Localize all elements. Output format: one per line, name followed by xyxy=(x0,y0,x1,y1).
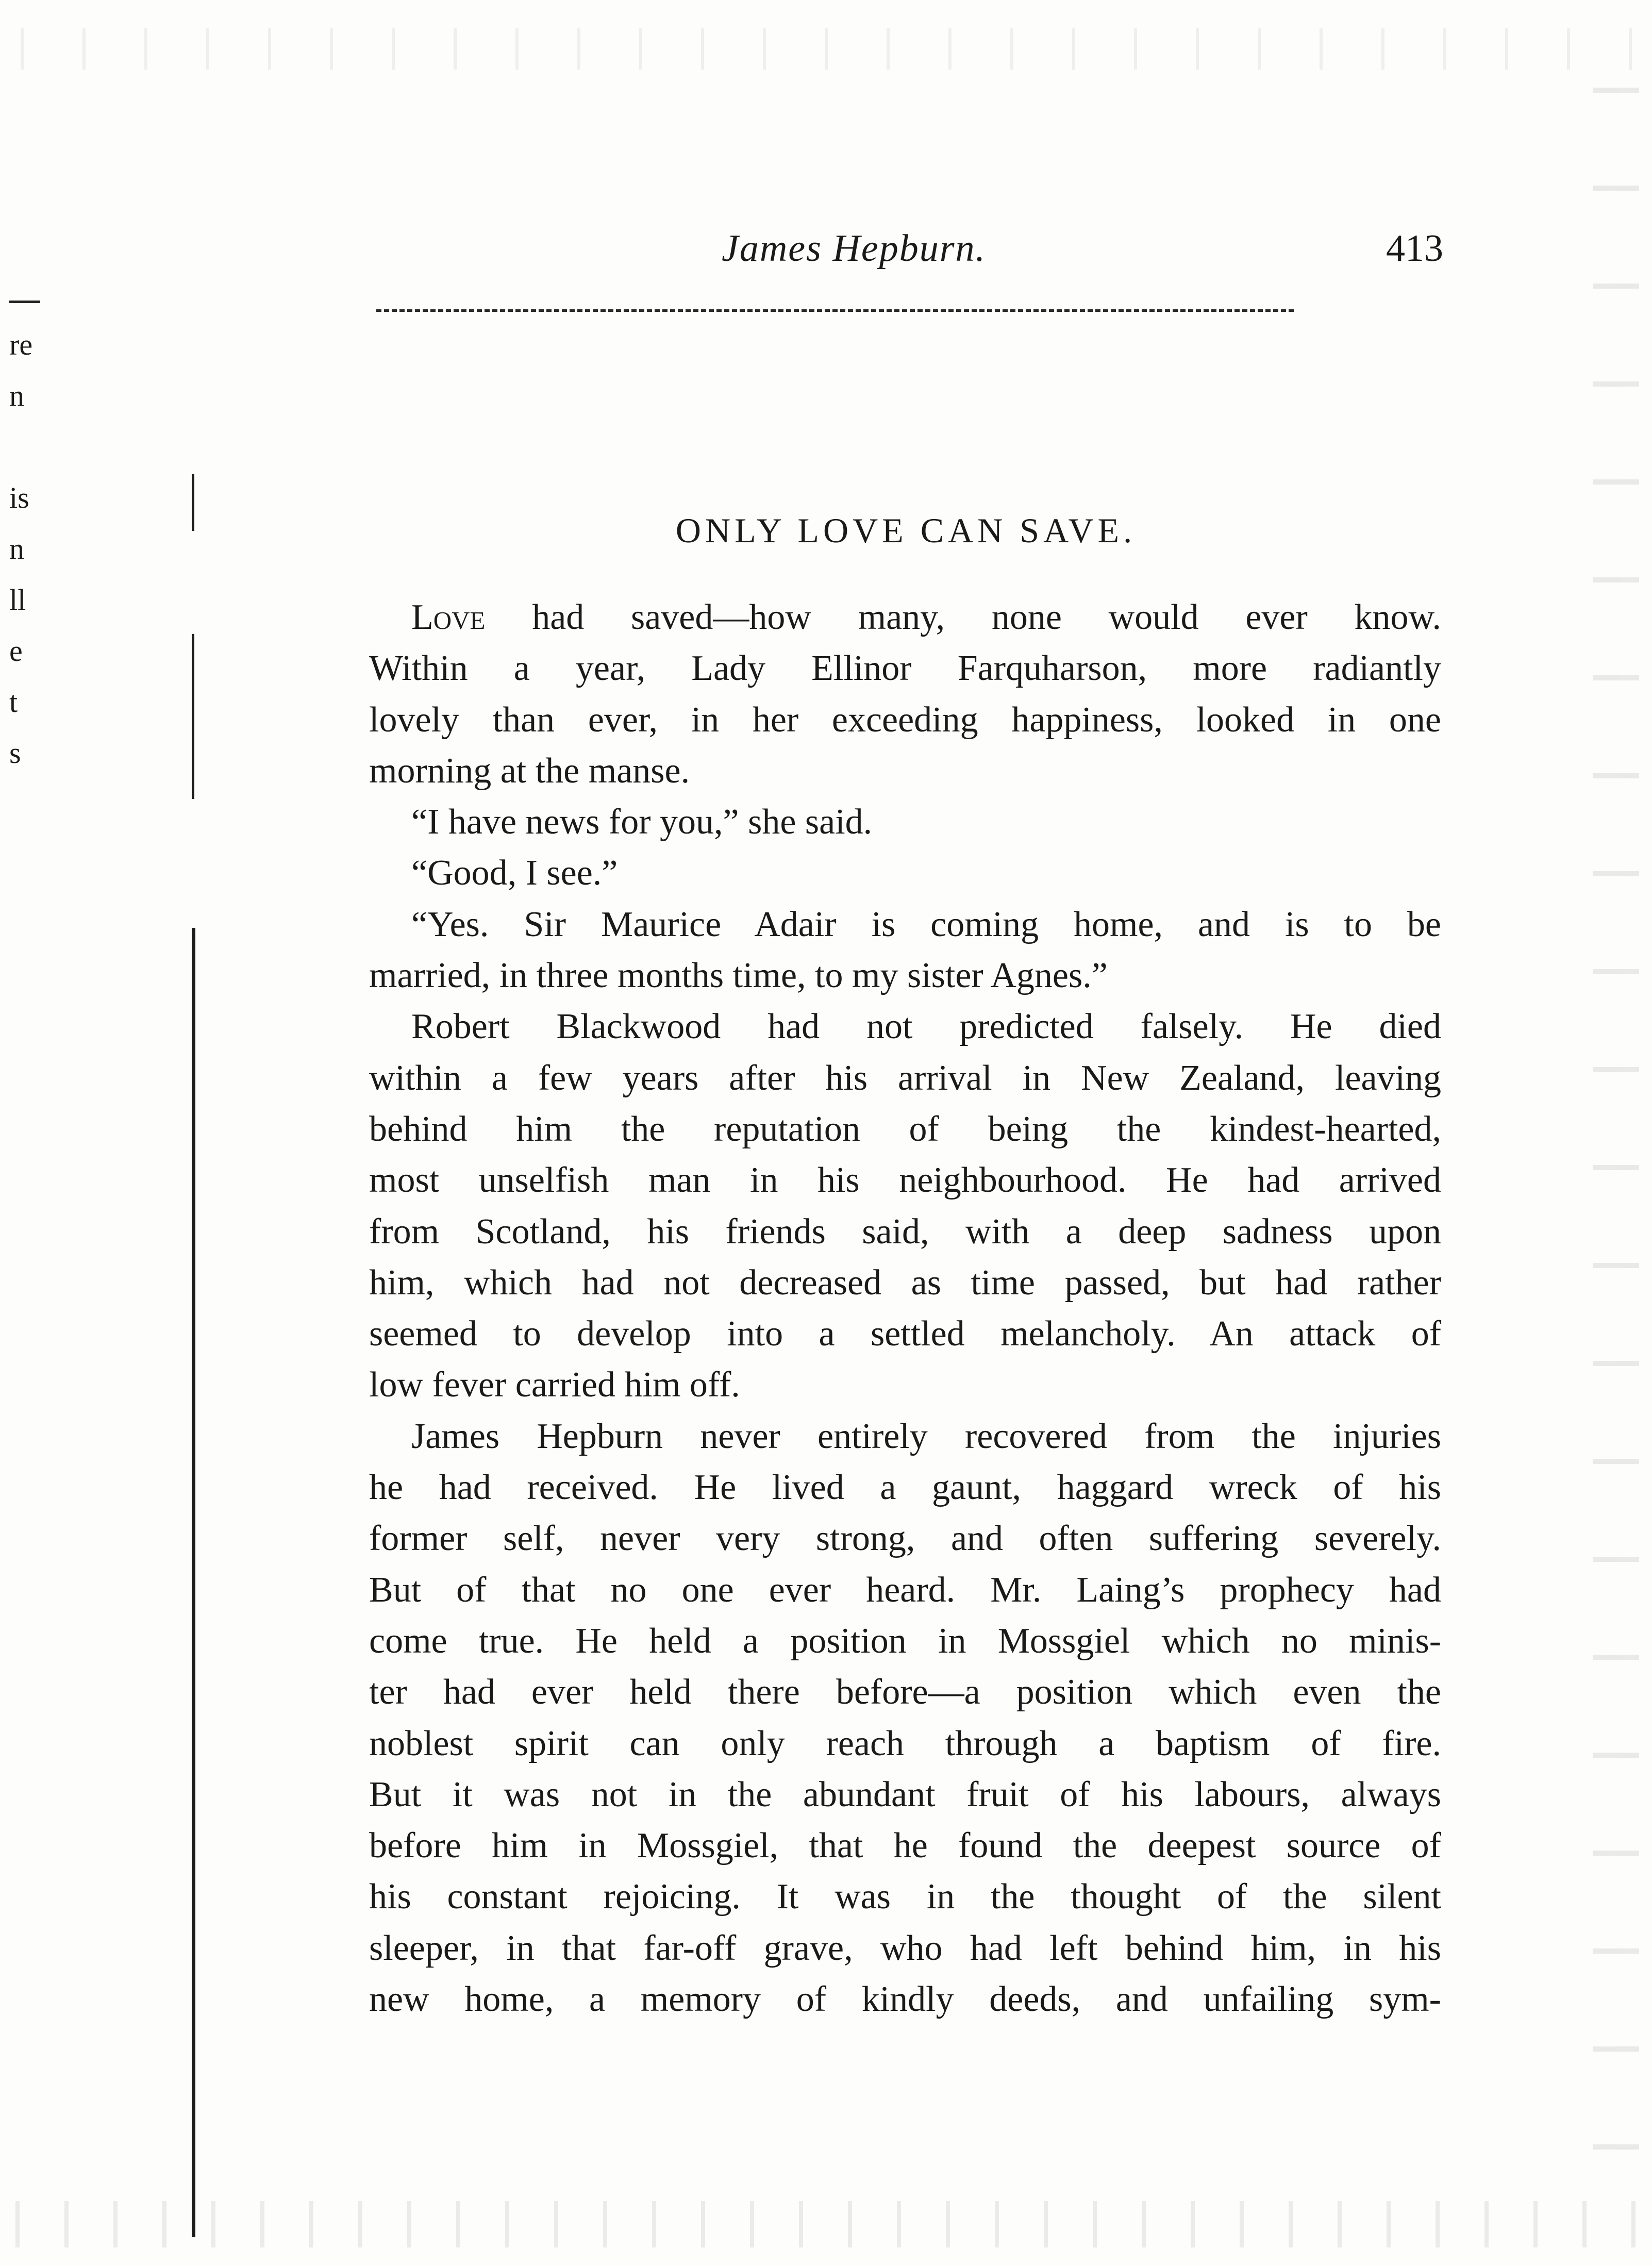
text-line: before him in Mossgiel, that he found the deepest source of xyxy=(369,1826,1441,1866)
text-line: “Good, I see.” xyxy=(411,853,618,893)
scan-noise-bottom xyxy=(0,2201,1652,2247)
facing-fragment: e xyxy=(9,634,23,668)
text-line: sleeper, in that far-off grave, who had left behind him, in his xyxy=(369,1928,1441,1968)
text-line: lovely than ever, in her exceeding happiness, looked in one xyxy=(369,700,1441,740)
text-line: most unselfish man in his neighbourhood. He had arrived xyxy=(369,1160,1441,1201)
text-line: Robert Blackwood had not predicted falsely. He died xyxy=(411,1007,1441,1047)
text-line: But it was not in the abundant fruit of his labours, always xyxy=(369,1774,1441,1814)
text-line: he had received. He lived a gaunt, haggard wreck of his xyxy=(369,1468,1441,1508)
text-line: within a few years after his arrival in New Zealand, leaving xyxy=(369,1058,1441,1098)
facing-fragment: ll xyxy=(9,583,26,617)
facing-page-fragments xyxy=(9,330,66,789)
text-line: ter had ever held there before—a position which even the xyxy=(369,1672,1441,1712)
running-header xyxy=(371,227,1443,278)
text-line: new home, a memory of kindly deeds, and unfailing sym- xyxy=(369,1979,1441,2020)
facing-fragment: re xyxy=(9,328,33,361)
text-line: James Hepburn never entirely recovered from the injuries xyxy=(411,1416,1441,1456)
line-rest: had saved—how many, none would ever know. xyxy=(485,597,1441,637)
chapter-title: ONLY LOVE CAN SAVE. xyxy=(675,511,1137,550)
running-title: James Hepburn. xyxy=(722,227,987,270)
text-line: his constant rejoicing. It was in the thought of the silent xyxy=(369,1877,1441,1917)
text-line: “I have news for you,” she said. xyxy=(411,802,873,842)
facing-fragment: t xyxy=(9,685,18,719)
page-number: 413 xyxy=(1386,227,1443,270)
text-line: him, which had not decreased as time passed, but had rather xyxy=(369,1262,1441,1303)
text-line: from Scotland, his friends said, with a deep sadness upon xyxy=(369,1211,1441,1252)
header-rule xyxy=(376,309,1294,312)
text-line: low fever carried him off. xyxy=(369,1365,740,1405)
scan-noise-right xyxy=(1593,52,1639,2242)
facing-page-dash xyxy=(9,301,40,303)
text-line: noblest spirit can only reach through a baptism of fire. xyxy=(369,1723,1441,1763)
binding-rule xyxy=(192,928,195,2237)
text-line: former self, never very strong, and often suffering severely. xyxy=(369,1519,1441,1559)
text-line: “Yes. Sir Maurice Adair is coming home, and is to be xyxy=(411,904,1441,944)
binding-rule-mid xyxy=(192,634,194,799)
facing-fragment: n xyxy=(9,532,24,565)
text-line: married, in three months time, to my sister Agnes.” xyxy=(369,956,1108,996)
facing-fragment: n xyxy=(9,379,24,412)
text-line: behind him the reputation of being the kindest-hearted, xyxy=(369,1109,1441,1149)
facing-fragment: s xyxy=(9,736,21,770)
text-line xyxy=(369,592,1441,643)
text-line: seemed to develop into a settled melancholy. An attack of xyxy=(369,1314,1441,1354)
text-line: Within a year, Lady Ellinor Farquharson, more radiantly xyxy=(369,648,1441,689)
text-line: morning at the manse. xyxy=(369,751,690,791)
text-line: But of that no one ever heard. Mr. Laing’s prophecy had xyxy=(369,1570,1441,1610)
scan-noise-top xyxy=(0,28,1652,70)
facing-fragment: is xyxy=(9,481,29,514)
body-text xyxy=(369,592,1441,2025)
first-word: Love xyxy=(411,597,486,637)
text-line: come true. He held a position in Mossgiel which no minis- xyxy=(369,1621,1441,1661)
